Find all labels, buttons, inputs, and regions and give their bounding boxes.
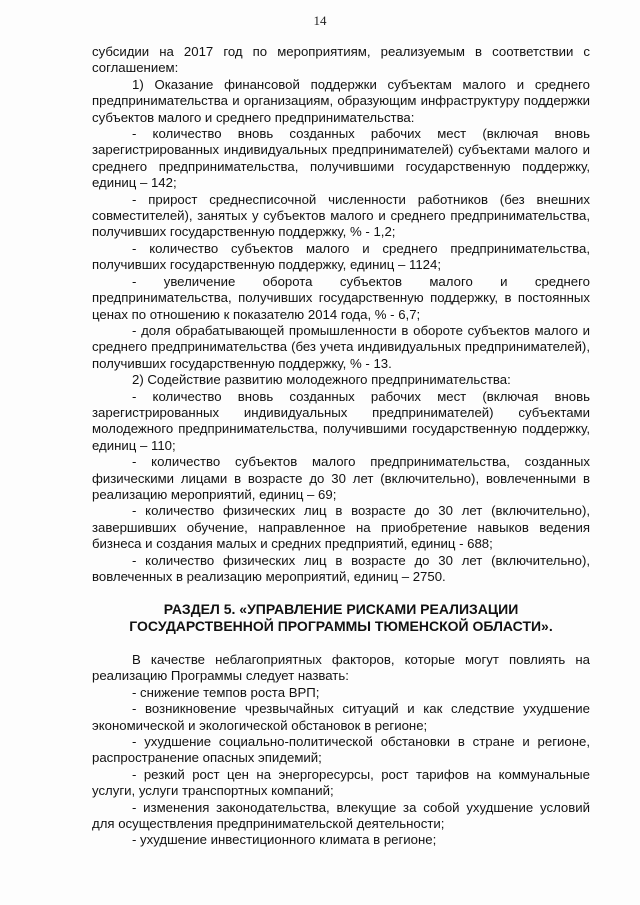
direction-1-item: - количество вновь созданных рабочих мест (включая вновь зарегистрированных индивидуальных предпринимателей) субъектами малого и среднего предпринимательства, получившими государственную поддержку, единиц – 142; (92, 126, 590, 191)
direction-1-title: 1) Оказание финансовой поддержки субъектам малого и среднего предпринимательства и организациям, образующим инфраструктуру поддержки субъектов малого и среднего предпринимательства: (92, 76, 590, 125)
direction-1-item: - доля обрабатывающей промышленности в обороте субъектов малого и среднего предпринимательства (без учета индивидуальных предпринимателей), получивших государственную поддержку, % - 13. (92, 322, 590, 371)
risks-intro: В качестве неблагоприятных факторов, которые могут повлиять на реализацию Программы следует назвать: (92, 652, 590, 684)
direction-2-title: 2) Содействие развитию молодежного предпринимательства: (132, 372, 511, 388)
direction-2-item: - количество субъектов малого предпринимательства, созданных физическими лицами в возрасте до 30 лет (включительно), вовлеченными в реализацию мероприятий, единиц – 69; (92, 454, 590, 502)
risks-text (92, 652, 590, 849)
direction-2-item: - количество вновь созданных рабочих мест (включая вновь зарегистрированных индивидуальных предпринимателей) субъектами молодежного предпринимательства, получившими государственную поддержку, единиц – 110; (92, 388, 590, 453)
risk-item: - изменения законодательства, влекущие за собой ухудшение условий для осуществления предпринимательской деятельности; (92, 799, 590, 832)
direction-1-item: - увеличение оборота субъектов малого и среднего предпринимательства, получивших государственную поддержку, в постоянных ценах по отношению к показателю 2014 года, % - 6,7; (92, 273, 590, 322)
page-number: 14 (313, 13, 327, 28)
risk-item: - снижение темпов роста ВРП; (132, 684, 320, 700)
section-5-heading: РАЗДЕЛ 5. «УПРАВЛЕНИЕ РИСКАМИ РЕАЛИЗАЦИИ ГОСУДАРСТВЕННОЙ ПРОГРАММЫ ТЮМЕНСКОЙ ОБЛАСТИ». (129, 601, 553, 634)
direction-1-item: - количество субъектов малого и среднего предпринимательства, получивших государственную поддержку, единиц – 1124; (92, 240, 590, 273)
indicators-text (92, 44, 590, 585)
risk-item: - возникновение чрезвычайных ситуаций и как следствие ухудшение экономической и экологической обстановок в регионе; (92, 701, 590, 733)
direction-1-item: - прирост среднесписочной численности работников (без внешних совместителей), занятых у субъектов малого и среднего предпринимательства, получивших государственную поддержку, % - 1,2; (92, 191, 590, 240)
risk-item: - ухудшение социально-политической обстановки в стране и регионе, распространение опасных эпидемий; (92, 734, 590, 766)
direction-2-item: - количество физических лиц в возрасте до 30 лет (включительно), завершивших обучение, направленное на приобретение навыков ведения бизнеса и создания малых и средних предприятий, единиц - 688; (92, 503, 590, 552)
intro-paragraph: субсидии на 2017 год по мероприятиям, реализуемым в соответствии с соглашением: (92, 44, 590, 76)
risk-item: - ухудшение инвестиционного климата в регионе; (132, 832, 437, 848)
direction-2-item: - количество физических лиц в возрасте до 30 лет (включительно), вовлеченных в реализацию мероприятий, единиц – 2750. (92, 552, 590, 584)
risk-item: - резкий рост цен на энергоресурсы, рост тарифов на коммунальные услуги, услуги транспортных компаний; (92, 766, 590, 799)
